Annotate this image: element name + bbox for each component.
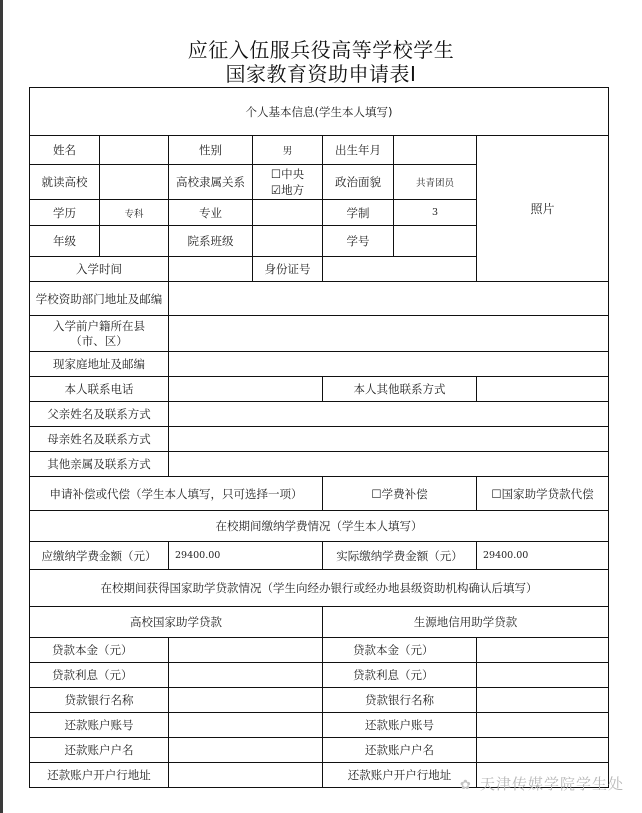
option-loan-label: 国家助学贷款代偿 <box>501 486 594 501</box>
checkbox-unchecked-icon[interactable]: ☐ <box>270 167 282 181</box>
origin-account-bank-address-label: 还款账户开户行地址 <box>323 763 477 788</box>
relative-label: 其他亲属及联系方式 <box>30 452 169 477</box>
campus-loan-bank-label: 贷款银行名称 <box>30 688 169 713</box>
origin-loan-header: 生源地信用助学贷款 <box>323 607 609 638</box>
education-field[interactable]: 专科 <box>100 200 169 226</box>
option-tuition-compensation[interactable] <box>323 477 477 511</box>
form-title-line1: 应征入伍服兵役高等学校学生 <box>187 38 455 62</box>
school-label: 就读高校 <box>30 165 100 200</box>
tuition-paid-label: 实际缴纳学费金额（元） <box>323 542 477 570</box>
other-contact-label: 本人其他联系方式 <box>323 377 477 402</box>
form-title-line2: 国家教育资助申请表Ⅰ <box>225 62 417 86</box>
campus-loan-interest-field[interactable] <box>169 663 323 688</box>
tuition-due-label: 应缴纳学费金额（元） <box>30 542 169 570</box>
campus-account-bank-address-field[interactable] <box>169 763 323 788</box>
campus-loan-principal-field[interactable] <box>169 638 323 663</box>
checkbox-checked-icon[interactable]: ☑ <box>270 183 282 197</box>
phone-field[interactable] <box>169 377 323 402</box>
home-address-label: 现家庭地址及邮编 <box>30 352 169 377</box>
class-field[interactable] <box>253 226 323 257</box>
birth-label: 出生年月 <box>323 136 394 165</box>
origin-account-name-label: 还款账户户名 <box>323 738 477 763</box>
grade-field[interactable] <box>100 226 169 257</box>
gender-label: 性别 <box>169 136 253 165</box>
application-label: 申请补偿或代偿（学生本人填写，只可选择一项） <box>30 477 323 511</box>
section-tuition: 在校期间缴纳学费情况（学生本人填写） <box>30 511 609 542</box>
campus-loan-bank-field[interactable] <box>169 688 323 713</box>
application-form-table <box>29 87 609 788</box>
hukou-label-line1: 入学前户籍所在县 <box>53 318 145 333</box>
political-label: 政治面貌 <box>323 165 394 200</box>
origin-account-number-field[interactable] <box>477 713 609 738</box>
class-label: 院系班级 <box>169 226 253 257</box>
id-label: 身份证号 <box>253 257 323 282</box>
origin-loan-interest-label: 贷款利息（元） <box>323 663 477 688</box>
section-loans: 在校期间获得国家助学贷款情况（学生向经办银行或经办地县级资助机构确认后填写） <box>30 570 609 607</box>
hukou-label <box>30 316 169 352</box>
checkbox-unchecked-icon[interactable]: ☐ <box>371 486 382 501</box>
campus-loan-principal-label: 贷款本金（元） <box>30 638 169 663</box>
phone-label: 本人联系电话 <box>30 377 169 402</box>
father-field[interactable] <box>169 402 609 427</box>
watermark <box>460 773 624 794</box>
student-id-label: 学号 <box>323 226 394 257</box>
campus-loan-interest-label: 贷款利息（元） <box>30 663 169 688</box>
campus-account-name-field[interactable] <box>169 738 323 763</box>
campus-account-number-field[interactable] <box>169 713 323 738</box>
aid-dept-field[interactable] <box>169 282 609 316</box>
photo-box[interactable]: 照片 <box>477 136 609 282</box>
wechat-icon: ✿ <box>460 778 472 793</box>
campus-account-number-label: 还款账户账号 <box>30 713 169 738</box>
home-address-field[interactable] <box>169 352 609 377</box>
origin-loan-interest-field[interactable] <box>477 663 609 688</box>
tuition-due-field[interactable]: 29400.00 <box>169 542 323 570</box>
name-field[interactable] <box>100 136 169 165</box>
mother-label: 母亲姓名及联系方式 <box>30 427 169 452</box>
hukou-label-line2: （市、区） <box>70 333 128 348</box>
gender-field[interactable]: 男 <box>253 136 323 165</box>
affiliation-local-label: 地方 <box>281 183 305 197</box>
origin-account-number-label: 还款账户账号 <box>323 713 477 738</box>
page-edge <box>0 0 3 813</box>
affiliation-option-local[interactable] <box>271 182 304 198</box>
other-contact-field[interactable] <box>477 377 609 402</box>
student-id-field[interactable] <box>394 226 477 257</box>
mother-field[interactable] <box>169 427 609 452</box>
major-label: 专业 <box>169 200 253 226</box>
origin-loan-principal-label: 贷款本金（元） <box>323 638 477 663</box>
watermark-text: 天津传媒学院学生处 <box>480 775 625 793</box>
affiliation-central-label: 中央 <box>281 167 305 181</box>
enroll-field[interactable] <box>169 257 253 282</box>
duration-label: 学制 <box>323 200 394 226</box>
education-label: 学历 <box>30 200 100 226</box>
aid-dept-label: 学校资助部门地址及邮编 <box>30 282 169 316</box>
section-basic-info: 个人基本信息(学生本人填写) <box>30 88 609 136</box>
affiliation-label: 高校隶属关系 <box>169 165 253 200</box>
origin-loan-principal-field[interactable] <box>477 638 609 663</box>
origin-loan-bank-field[interactable] <box>477 688 609 713</box>
campus-loan-header: 高校国家助学贷款 <box>30 607 323 638</box>
school-field[interactable] <box>100 165 169 200</box>
father-label: 父亲姓名及联系方式 <box>30 402 169 427</box>
tuition-paid-field[interactable]: 29400.00 <box>477 542 609 570</box>
birth-field[interactable] <box>394 136 477 165</box>
id-field[interactable] <box>323 257 477 282</box>
origin-account-name-field[interactable] <box>477 738 609 763</box>
campus-account-bank-address-label: 还款账户开户行地址 <box>30 763 169 788</box>
hukou-field[interactable] <box>169 316 609 352</box>
checkbox-unchecked-icon[interactable]: ☐ <box>491 486 502 501</box>
origin-loan-bank-label: 贷款银行名称 <box>323 688 477 713</box>
political-field[interactable]: 共青团员 <box>394 165 477 200</box>
relative-field[interactable] <box>169 452 609 477</box>
option-tuition-label: 学费补偿 <box>381 486 428 501</box>
affiliation-options <box>253 165 323 200</box>
name-label: 姓名 <box>30 136 100 165</box>
grade-label: 年级 <box>30 226 100 257</box>
enroll-label: 入学时间 <box>30 257 169 282</box>
affiliation-option-central[interactable] <box>271 166 304 182</box>
duration-field[interactable]: 3 <box>394 200 477 226</box>
major-field[interactable] <box>253 200 323 226</box>
option-loan-repayment[interactable] <box>477 477 609 511</box>
campus-account-name-label: 还款账户户名 <box>30 738 169 763</box>
